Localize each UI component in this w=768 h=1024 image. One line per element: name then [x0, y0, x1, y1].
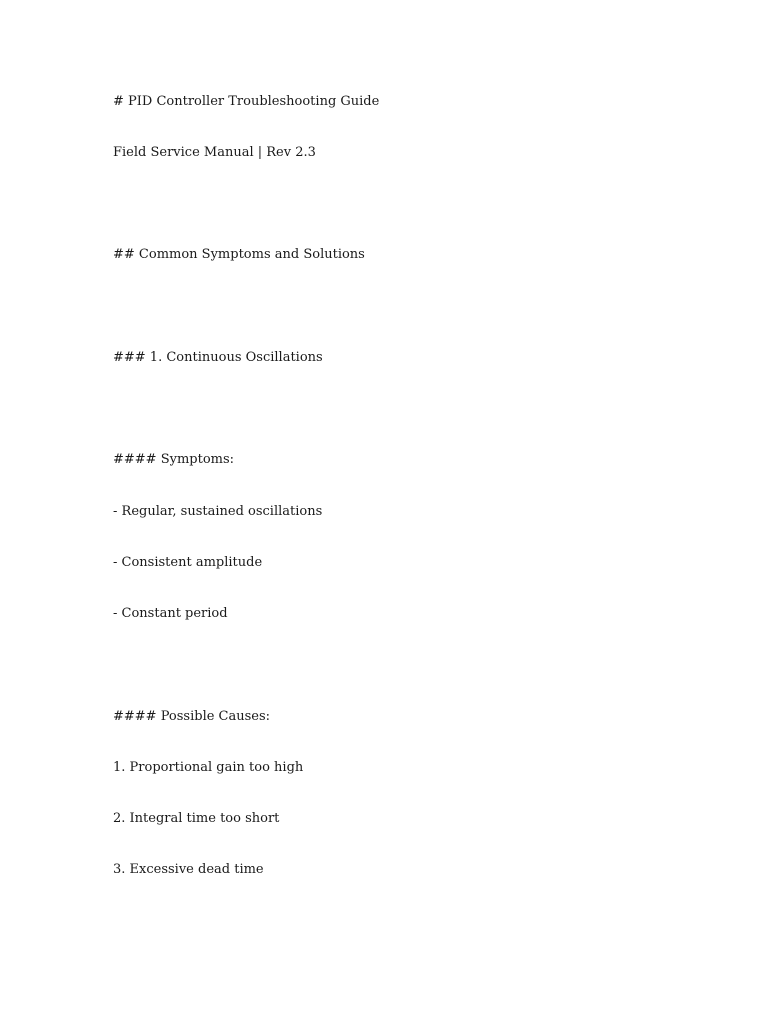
cause-item: 3. Excessive dead time — [113, 862, 264, 877]
subsection-heading: ### 1. Continuous Oscillations — [113, 350, 323, 365]
document-title: # PID Controller Troubleshooting Guide — [113, 94, 380, 109]
cause-item: 1. Proportional gain too high — [113, 760, 304, 775]
document-subtitle: Field Service Manual | Rev 2.3 — [113, 145, 316, 160]
symptom-item: - Regular, sustained oscillations — [113, 504, 323, 519]
cause-item: 2. Integral time too short — [113, 811, 280, 826]
section-heading: ## Common Symptoms and Solutions — [113, 247, 365, 262]
symptom-item: - Consistent amplitude — [113, 555, 263, 570]
causes-heading: #### Possible Causes: — [113, 709, 271, 724]
symptoms-heading: #### Symptoms: — [113, 452, 235, 467]
symptom-item: - Constant period — [113, 606, 228, 621]
